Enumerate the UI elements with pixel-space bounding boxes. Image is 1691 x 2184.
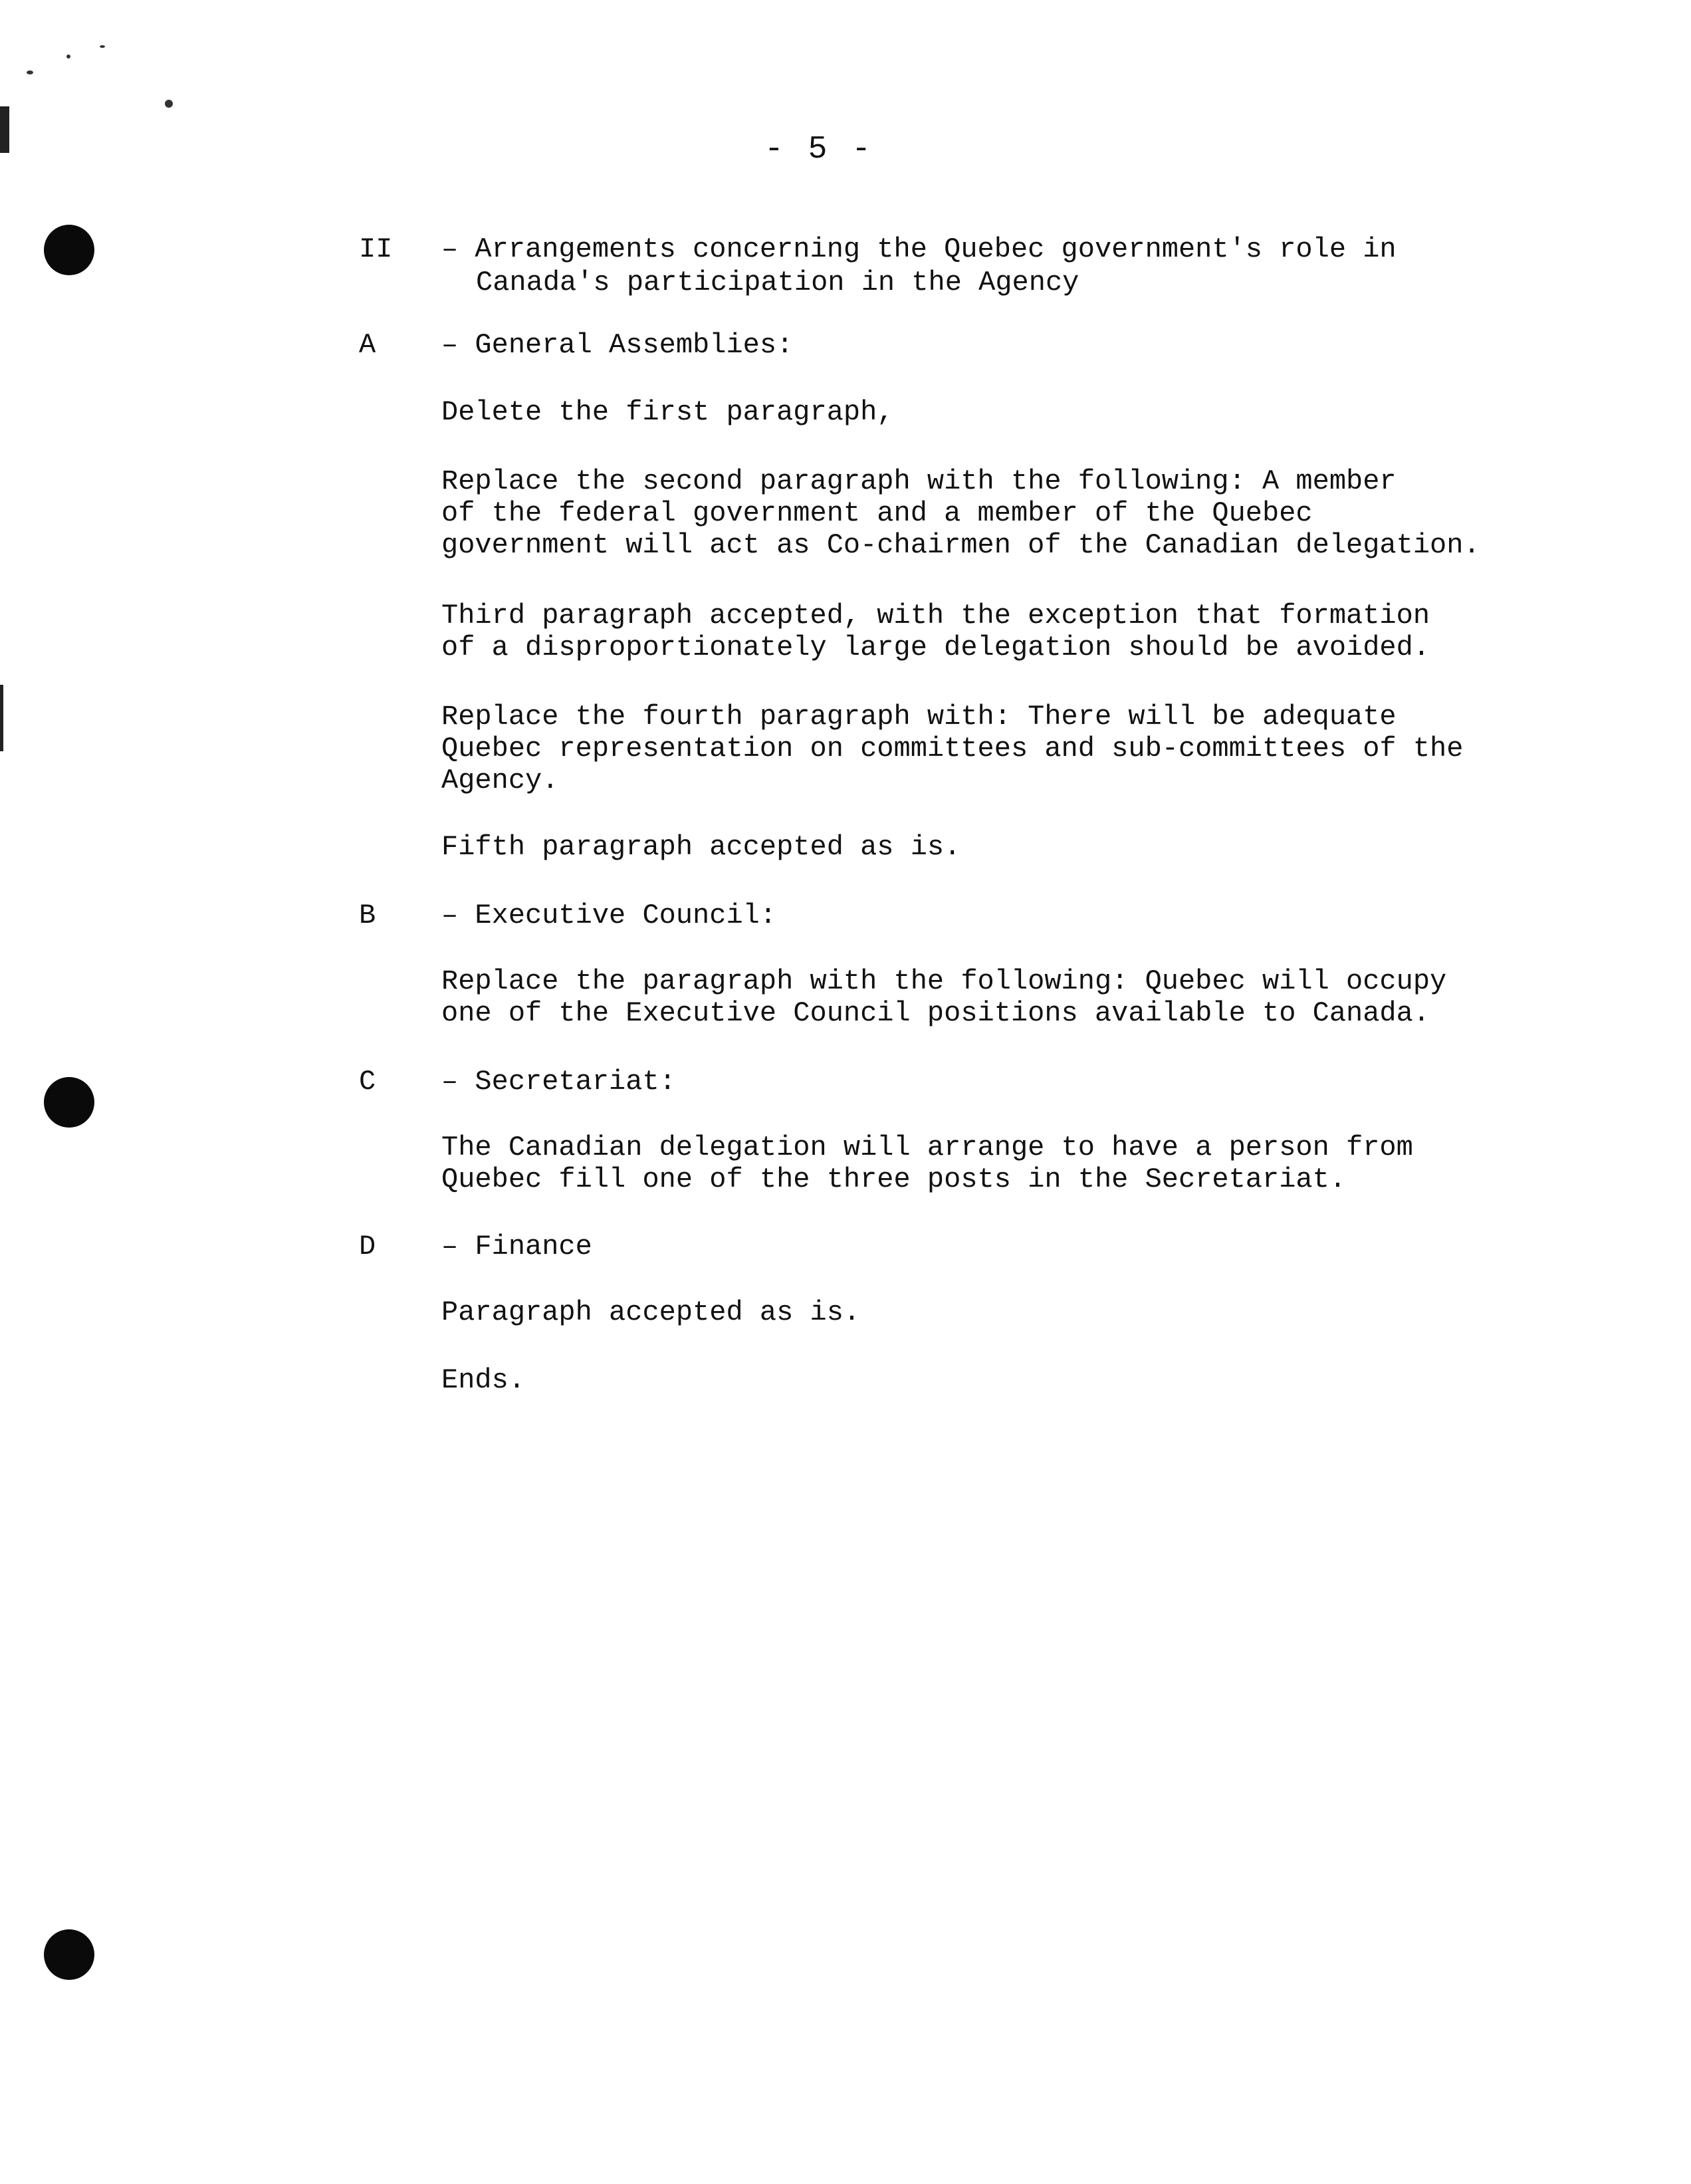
subsection-title: – Secretariat: [441,1066,676,1098]
paragraph: Replace the fourth paragraph with: There will be adequate Quebec representation on committees and sub-committees of the Agency. [441,701,1464,796]
section-title-line-1: – Arrangements concerning the Quebec government's role in [441,233,1397,265]
left-edge-mark-top [0,106,9,153]
left-edge-mark-middle [0,685,3,751]
paragraph: The Canadian delegation will arrange to have a person from Quebec fill one of the three posts in the Secretariat. [441,1132,1413,1195]
subsection-c-heading [359,1065,676,1098]
subsection-letter: C [359,1066,376,1098]
paragraph: Ends. [441,1364,526,1396]
section-title-line-2: Canada's participation in the Agency [476,267,1079,299]
subsection-letter: B [359,900,376,931]
punch-hole-bottom [44,1929,94,1980]
subsection-title: – Executive Council: [441,900,777,931]
page-number: - 5 - [764,132,874,168]
section-number: II [359,233,393,265]
subsection-title: – General Assemblies: [441,329,794,361]
punch-hole-top [44,225,94,275]
ink-speck [165,100,173,108]
ink-speck [27,70,33,74]
subsection-b-heading [359,899,776,932]
ink-speck [100,45,105,48]
paragraph: Paragraph accepted as is. [441,1296,861,1328]
paragraph: Replace the second paragraph with the following: A member of the federal government and a member of the Quebec government will act as Co-chairmen of the Canadian delegation. [441,465,1480,561]
punch-hole-middle [44,1077,94,1128]
paragraph: Fifth paragraph accepted as is. [441,831,961,863]
subsection-a-heading [359,328,793,362]
paragraph: Replace the paragraph with the following: Quebec will occupy one of the Executive Council positions available to Canada. [441,965,1447,1029]
subsection-d-heading [359,1230,592,1263]
subsection-title: – Finance [441,1231,592,1263]
paragraph: Third paragraph accepted, with the exception that formation of a disproportionately large delegation should be avoided. [441,600,1430,664]
subsection-letter: D [359,1231,376,1263]
section-title [441,233,1397,299]
paragraph: Delete the first paragraph, [441,396,894,428]
section-heading [359,233,1397,299]
ink-speck [66,55,70,59]
subsection-letter: A [359,329,376,361]
